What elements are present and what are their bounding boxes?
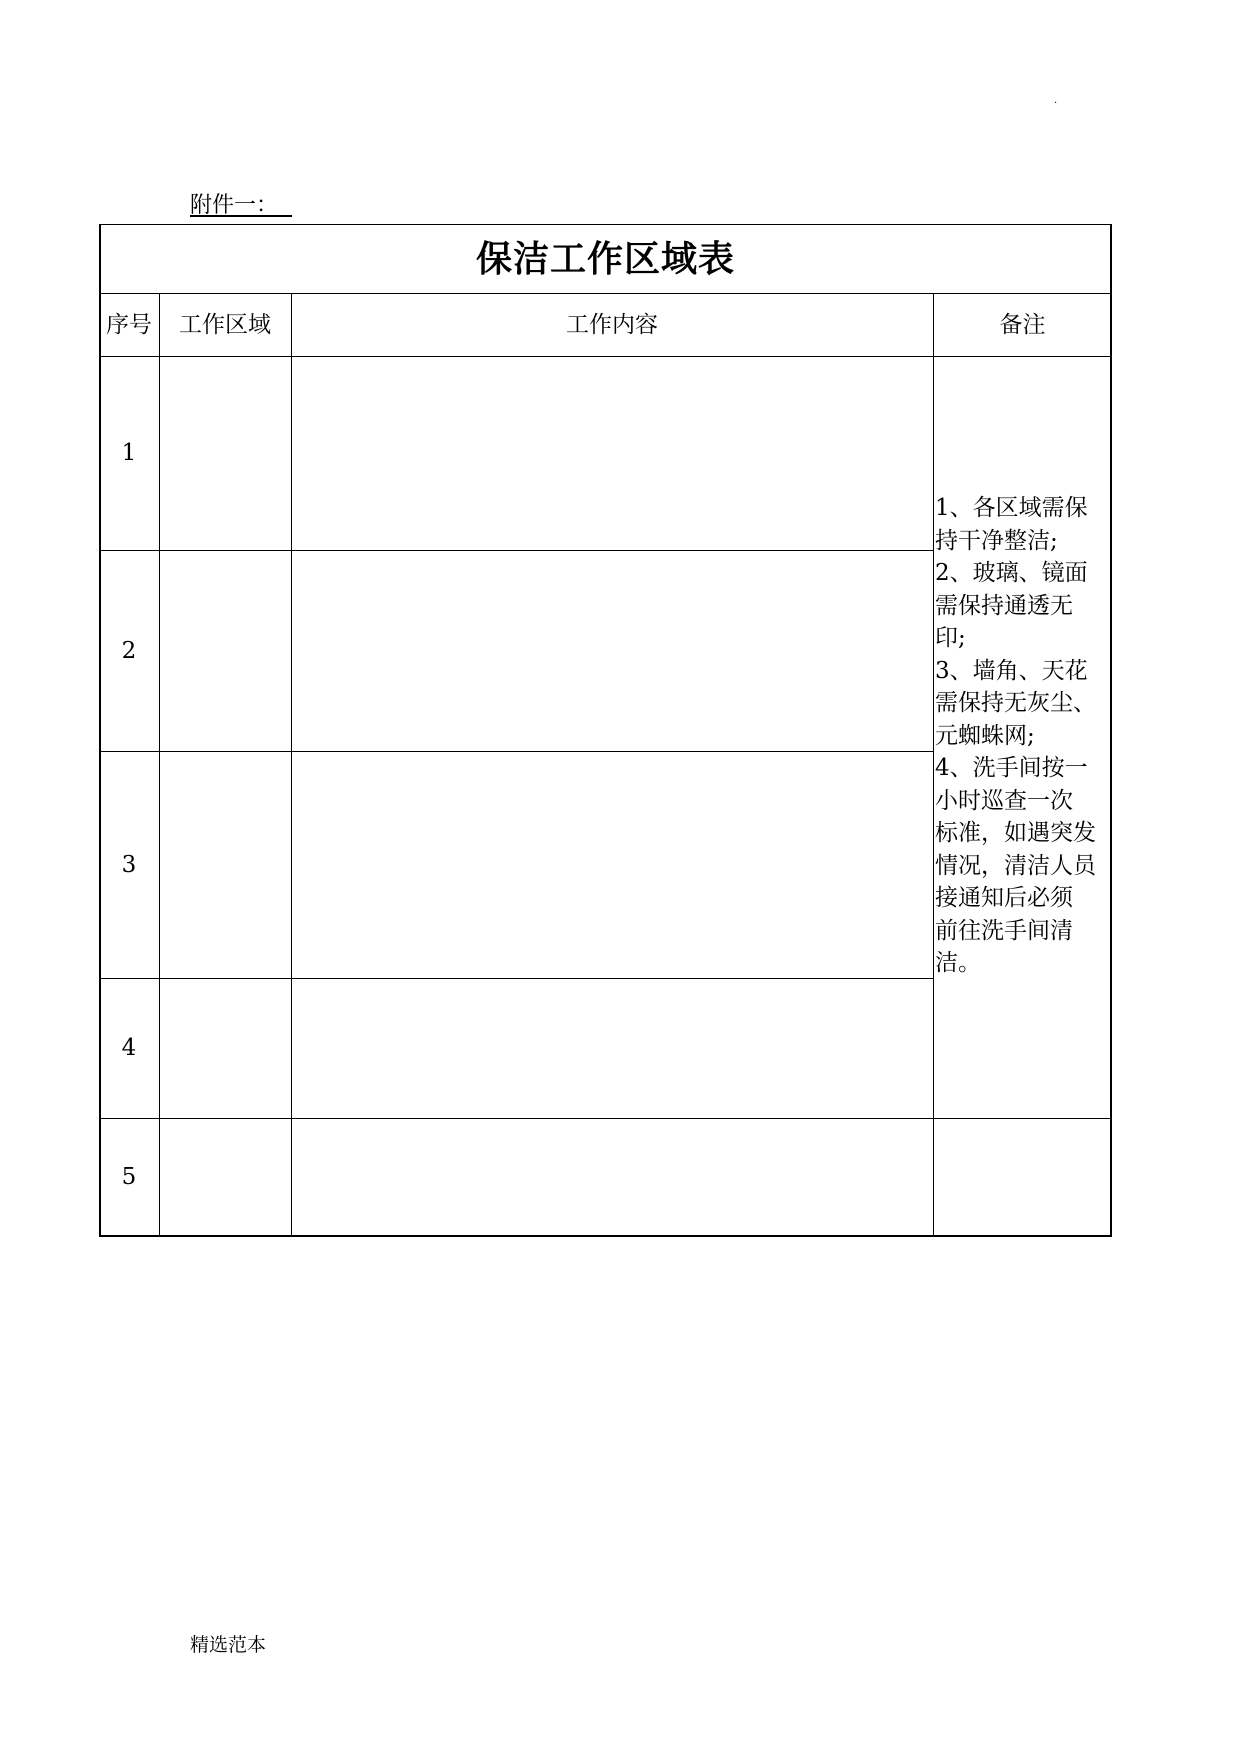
cleaning-area-table (99, 224, 1112, 1237)
attachment-label: 附件一： (190, 193, 292, 218)
row-area (159, 751, 291, 978)
row-area (159, 978, 291, 1118)
row-index: 1 (121, 440, 137, 466)
header-index: 序号 (106, 311, 152, 338)
row-content (291, 550, 933, 751)
footer-text: 精选范本 (190, 1634, 267, 1656)
table-border-bottom (99, 1235, 1112, 1237)
row-area (159, 1118, 291, 1235)
row-index: 3 (121, 851, 137, 878)
table-title: 保洁工作区域表 (475, 237, 735, 280)
merged-remarks: 1、各区域需保 持干净整洁; 2、玻璃、镜面 需保持通透无 印; 3、墙角、天花 需保持无灰尘、 元蜘蛛网; 4、洗手间按一 小时巡查一次 标准，如遇突发 情况，清洁人员 接通知后必须 前往洗手间清 洁。 (935, 495, 1096, 976)
row-area (159, 356, 291, 550)
row-index: 2 (121, 637, 137, 664)
row-index: 5 (121, 1163, 137, 1190)
header-content: 工作内容 (566, 311, 658, 338)
row-area (159, 550, 291, 751)
row-content (291, 978, 933, 1118)
row-remarks (933, 1118, 1110, 1235)
row-content (291, 1118, 933, 1235)
row-content (291, 356, 933, 550)
row-content (291, 751, 933, 978)
corner-mark: . (1054, 95, 1058, 106)
rule-col-3 (933, 293, 934, 1237)
row-index: 4 (121, 1035, 137, 1061)
header-area: 工作区域 (179, 311, 271, 338)
header-remarks: 备注 (999, 311, 1046, 338)
